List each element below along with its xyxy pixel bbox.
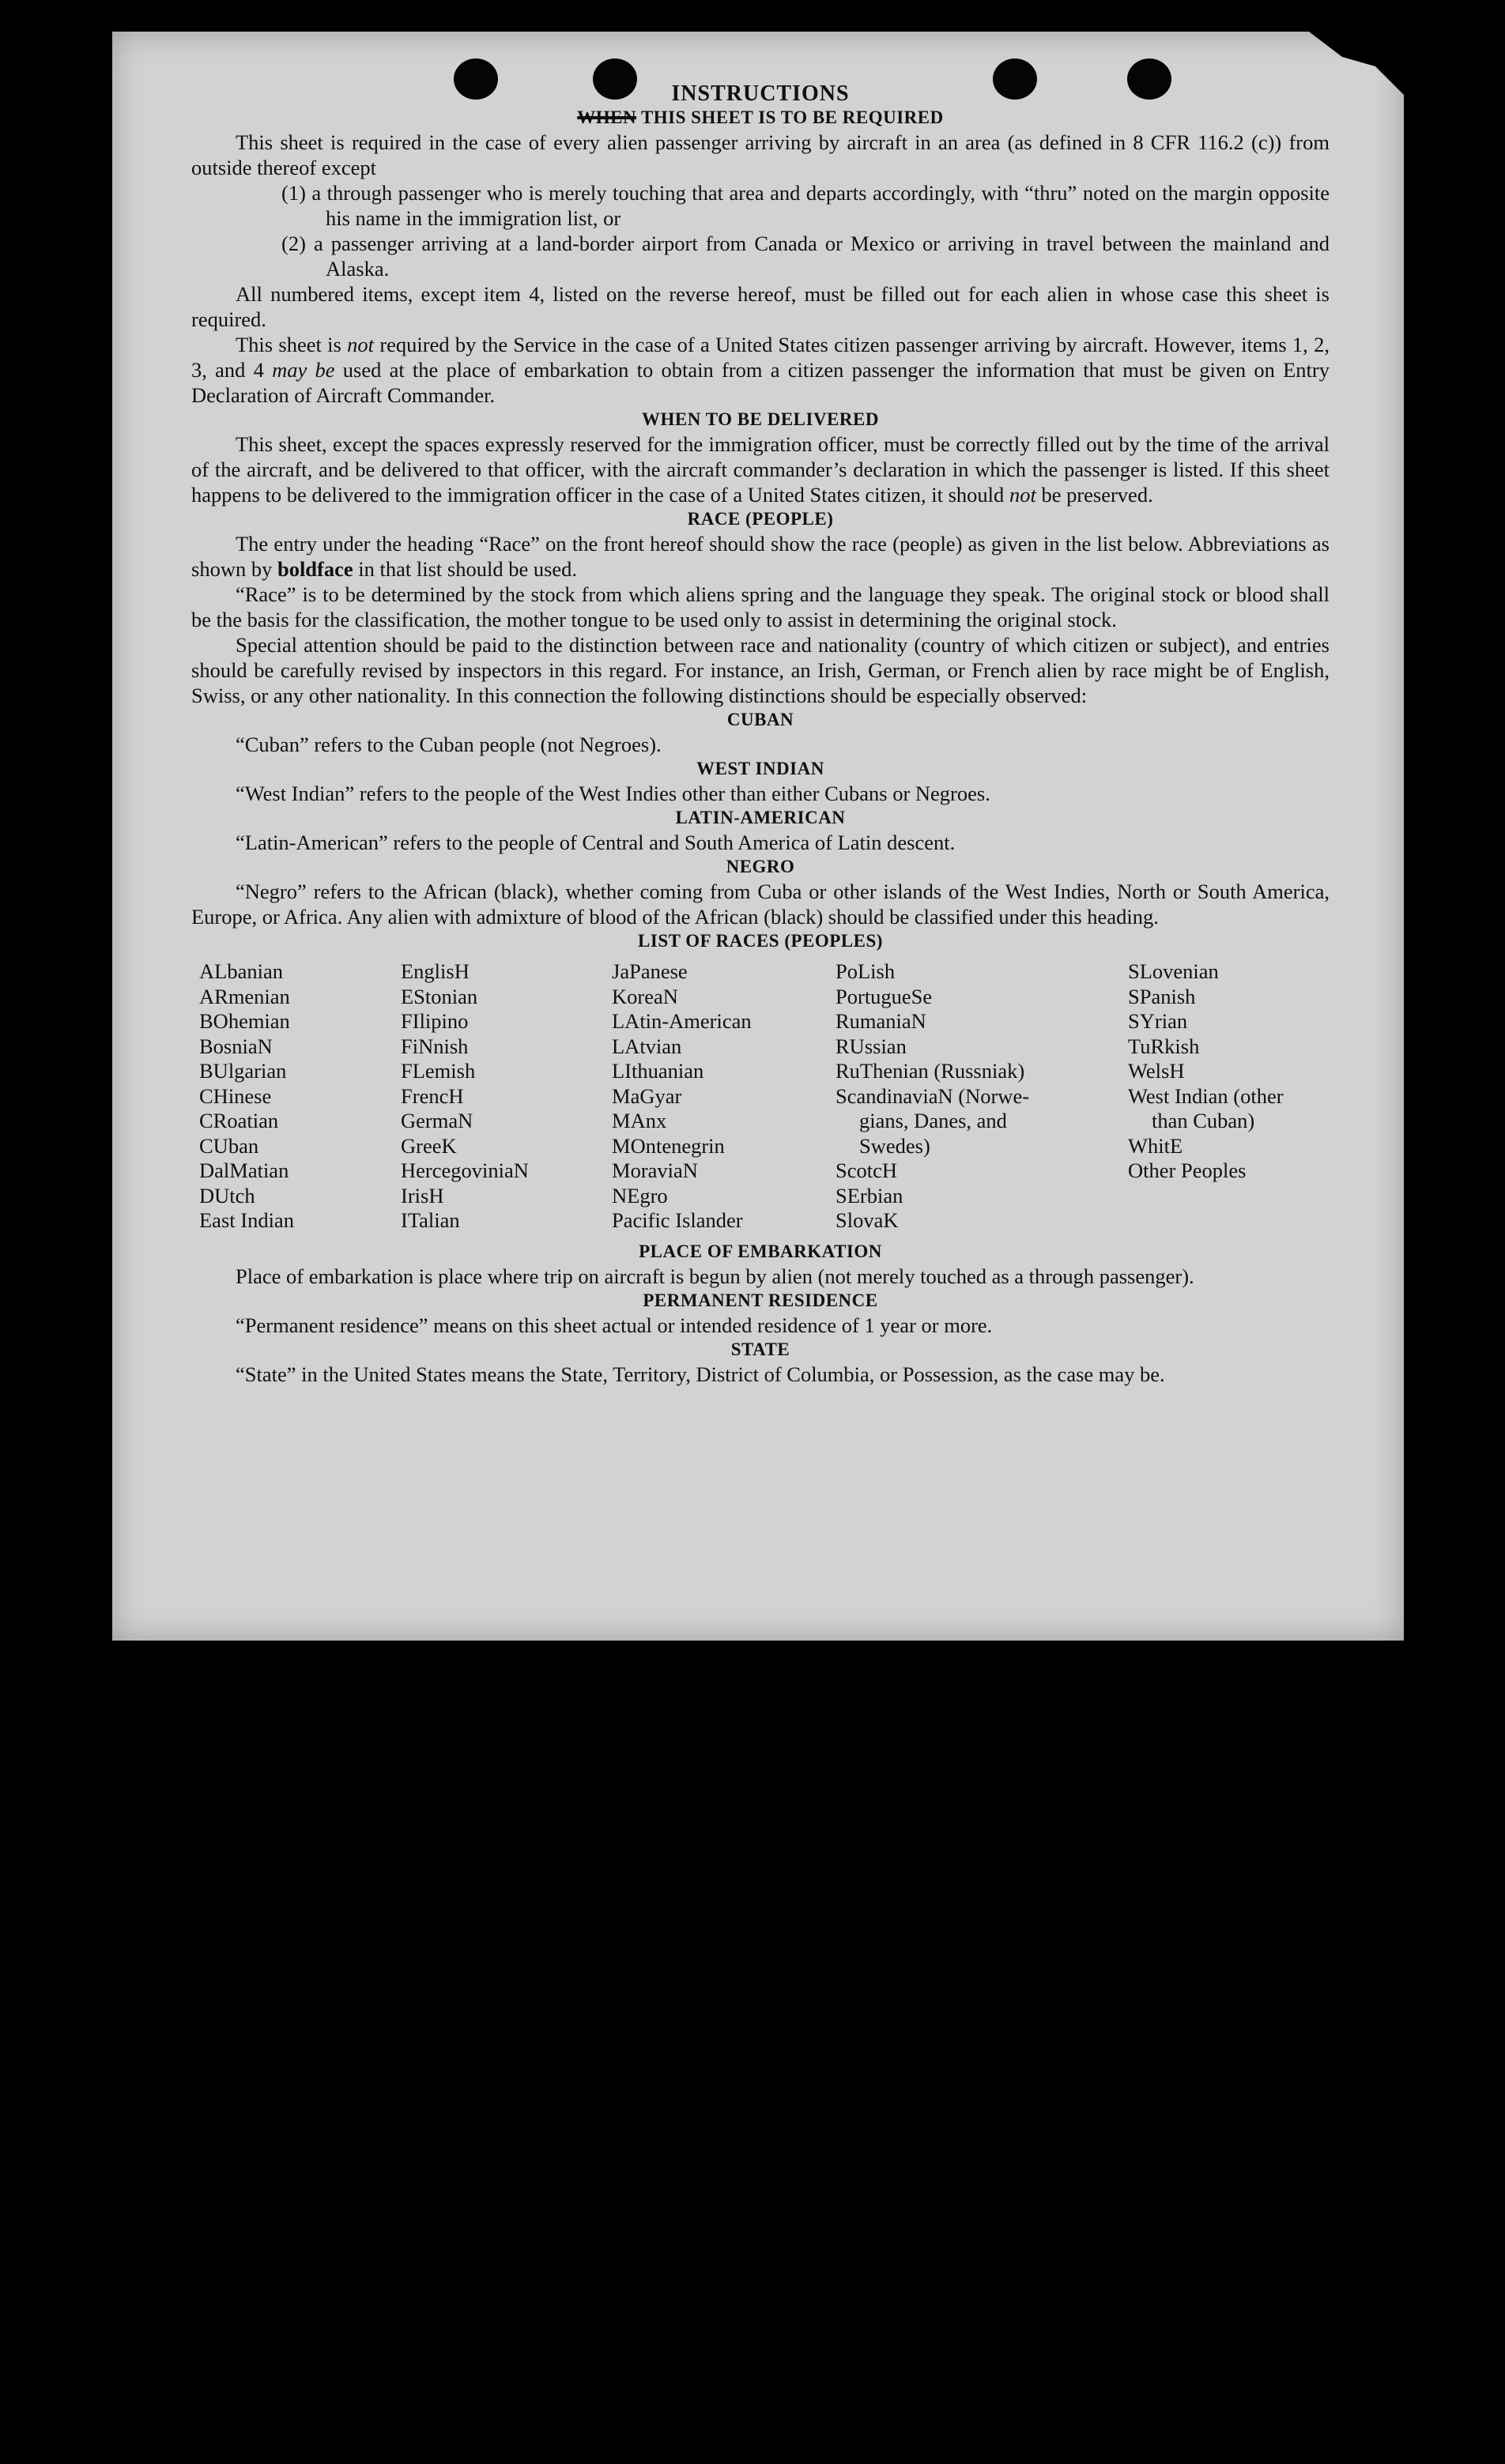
section-heading-latin-american: LATIN-AMERICAN [675,808,846,827]
paragraph: The entry under the heading “Race” on the front hereof should show the race (people) as given in the list below. Abbreviations as shown by boldface in that list should be used. [191,532,1330,581]
section-heading-negro: NEGRO [726,857,795,876]
race-entry: West Indian (other [1128,1083,1284,1108]
race-entry: BUlgarian [199,1059,287,1083]
paragraph: “Latin-American” refers to the people of Central and South America of Latin descent. [236,831,956,854]
paragraph: “Race” is to be determined by the stock from which aliens spring and the language they speak. The original stock or blood shall be the basis for the classification, the mother tongue to be used only to assist in determining the original stock. [191,582,1330,631]
paragraph: “Cuban” refers to the Cuban people (not Negroes). [236,733,662,756]
paragraph: Special attention should be paid to the distinction between race and nationality (country of which citizen or subject), and entries should be carefully revised by inspectors in this regard. For instance, an Irish, German, or French alien by race might be of English, Swiss, or any other nationality. In this connection the following distinctions should be especially observed: [191,633,1330,707]
race-entry: RumaniaN [835,1009,926,1033]
race-entry: ARmenian [199,984,290,1008]
race-entry: PortugueSe [835,984,933,1008]
paragraph: Place of embarkation is place where trip on aircraft is begun by alien (not merely touched as a through passenger). [236,1264,1194,1288]
document-sheet [112,32,1404,1641]
paragraph: This sheet is required in the case of every alien passenger arriving by aircraft in an area (as defined in 8 CFR 116.2 (c)) from outside thereof except [191,130,1330,179]
races-column [401,959,612,1234]
race-entry: FrencH [401,1083,464,1108]
race-entry: SLovenian [1128,959,1219,983]
race-entry: SErbian [835,1183,903,1208]
races-column [199,959,401,1234]
race-entry: KoreaN [612,984,678,1008]
race-entry: DalMatian [199,1159,289,1182]
race-entry: WhitE [1128,1133,1183,1158]
race-entry: DUtch [199,1183,255,1208]
race-entry: SYrian [1128,1009,1188,1033]
race-entry: TuRkish [1128,1034,1200,1058]
races-column [835,959,1128,1234]
race-entry: SPanish [1128,984,1196,1008]
race-entry: CUban [199,1133,259,1158]
section-heading-delivered: WHEN TO BE DELIVERED [642,409,879,429]
race-entry: FLemish [401,1059,476,1083]
race-entry: NEgro [612,1183,668,1208]
race-entry: IrisH [401,1183,444,1208]
list-item: (2) a passenger arriving at a land-border airport from Canada or Mexico or arriving in travel between the mainland and Alaska. [281,232,1330,281]
page-title: INSTRUCTIONS [671,81,850,106]
section-heading-cuban: CUBAN [726,710,794,729]
race-entry: MAnx [612,1109,667,1132]
race-entry: LAtvian [612,1034,682,1058]
paragraph: “Negro” refers to the African (black), whether coming from Cuba or other islands of the West Indies, North or South America, Europe, or Africa. Any alien with admixture of blood of the African (black) should be classified under this heading. [191,880,1330,929]
race-entry: GreeK [401,1133,457,1158]
race-entry: CRoatian [199,1109,279,1132]
race-entry: WelsH [1128,1059,1185,1083]
paragraph: “West Indian” refers to the people of the West Indies other than either Cubans or Negroes. [236,782,990,805]
race-entry: EStonian [401,984,478,1008]
race-entry: MoraviaN [612,1159,698,1182]
paragraph: This sheet is not required by the Service in the case of a United States citizen passenger arriving by aircraft. However, items 1, 2, 3, and 4 may be used at the place of embarkation to obtain from a citizen passenger the information that must be given on Entry Declaration of Aircraft Commander. [191,333,1330,407]
race-entry: SlovaK [835,1208,899,1232]
race-entry: LIthuanian [612,1059,704,1083]
race-entry: RuThenian (Russniak) [835,1059,1025,1083]
race-entry: HercegoviniaN [401,1159,529,1182]
section-heading-required: WHEN THIS SHEET IS TO BE REQUIRED [577,107,944,127]
race-entry: BosniaN [199,1034,273,1058]
race-entry: MaGyar [612,1083,682,1108]
races-column [612,959,835,1234]
race-entry: MOntenegrin [612,1133,725,1158]
section-heading-races-list: LIST OF RACES (PEOPLES) [638,931,883,951]
races-list [199,959,1330,1234]
section-heading-embarkation: PLACE OF EMBARKATION [639,1241,882,1261]
race-entry: East Indian [199,1208,294,1232]
section-heading-state: STATE [730,1339,790,1359]
race-entry: GermaN [401,1109,473,1132]
list-item: (1) a through passenger who is merely touching that area and departs accordingly, with “thru” noted on the margin opposite his name in the immigration list, or [281,181,1330,230]
race-entry: CHinese [199,1083,272,1108]
race-entry: FiNnish [401,1034,469,1058]
paragraph: All numbered items, except item 4, listed on the reverse hereof, must be filled out for each alien in whose case this sheet is required. [191,282,1330,331]
race-entry: Pacific Islander [612,1208,743,1232]
section-heading-race: RACE (PEOPLE) [687,509,834,529]
section-heading-residence: PERMANENT RESIDENCE [643,1290,878,1310]
instructions-body [191,82,1330,1387]
race-entry: FIlipino [401,1009,469,1033]
race-entry: EnglisH [401,959,470,983]
race-entry: than Cuban) [1152,1109,1255,1132]
race-entry: Other Peoples [1128,1159,1247,1182]
paragraph: This sheet, except the spaces expressly reserved for the immigration officer, must be correctly filled out by the time of the arrival of the aircraft, and be delivered to that officer, with the aircraft commander’s declaration in which the passenger is listed. If this sheet happens to be delivered to the immigration officer in the case of a United States citizen, it should not be preserved. [191,432,1330,507]
race-entry: PoLish [835,959,896,983]
section-heading-west-indian: WEST INDIAN [696,759,824,778]
race-entry: ScandinaviaN (Norwe- [835,1083,1030,1108]
race-entry: ITalian [401,1208,460,1232]
races-column [1128,959,1337,1234]
race-entry: LAtin-American [612,1009,752,1033]
paragraph: “Permanent residence” means on this sheet actual or intended residence of 1 year or more. [236,1313,993,1337]
race-entry: RUssian [835,1034,907,1058]
paragraph: “State” in the United States means the State, Territory, District of Columbia, or Possession, as the case may be. [236,1362,1165,1386]
race-entry: ALbanian [199,959,283,983]
race-entry: BOhemian [199,1009,290,1033]
race-entry: gians, Danes, and [859,1109,1007,1132]
race-entry: Swedes) [859,1133,930,1158]
race-entry: JaPanese [612,959,688,983]
race-entry: ScotcH [835,1159,898,1182]
